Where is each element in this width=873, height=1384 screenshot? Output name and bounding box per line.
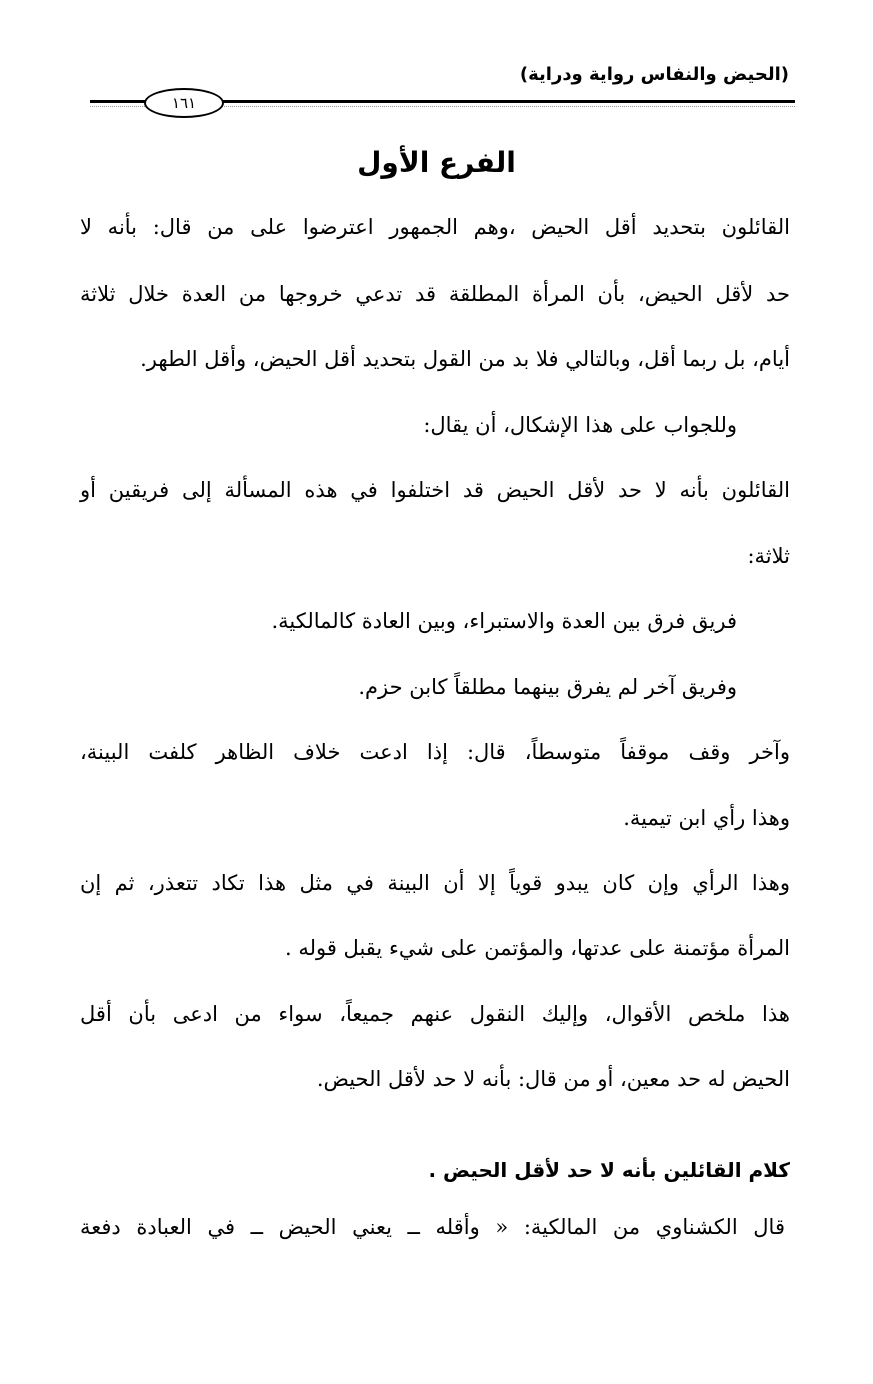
section-title: الفرع الأول <box>357 146 516 179</box>
text-line: أيام، بل ربما أقل، وبالتالي فلا بد من القول بتحديد أقل الحيض، وأقل الطهر. <box>140 347 790 371</box>
text-line: هذا ملخص الأقوال، وإليك النقول عنهم جميعاً، سواء من ادعى بأن أقل <box>80 1002 790 1026</box>
text-line: حد لأقل الحيض، بأن المرأة المطلقة قد تدعي خروجها من العدة خلال ثلاثة <box>80 282 790 306</box>
text-line: وآخر وقف موقفاً متوسطاً، قال: إذا ادعت خلاف الظاهر كلفت البينة، <box>80 740 790 764</box>
page-number: ١٦١ <box>144 88 224 118</box>
text-line: القائلون بتحديد أقل الحيض ،وهم الجمهور اعترضوا على من قال: بأنه لا <box>80 215 790 239</box>
text-line: وهذا رأي ابن تيمية. <box>623 806 790 830</box>
text-line: القائلون بأنه لا حد لأقل الحيض قد اختلفوا في هذه المسألة إلى فريقين أو <box>80 478 790 502</box>
running-title: (الحيض والنفاس رواية ودراية) <box>519 64 789 85</box>
text-line: ثلاثة: <box>747 544 790 568</box>
text-line: فريق فرق بين العدة والاستبراء، وبين العادة كالمالكية. <box>271 609 737 633</box>
text-line: وللجواب على هذا الإشكال، أن يقال: <box>423 413 737 437</box>
text-line: وهذا الرأي وإن كان يبدو قوياً إلا أن البينة في مثل هذا تكاد تتعذر، ثم إن <box>80 871 790 895</box>
page-header <box>80 62 795 122</box>
text-line: وفريق آخر لم يفرق بينهما مطلقاً كابن حزم. <box>358 675 737 699</box>
text-line: قال الكشناوي من المالكية: « وأقله ــ يعني الحيض ــ في العبادة دفعة <box>80 1215 785 1239</box>
subheading: كلام القائلين بأنه لا حد لأقل الحيض . <box>428 1158 790 1182</box>
text-line: المرأة مؤتمنة على عدتها، والمؤتمن على شيء يقبل قوله . <box>284 936 790 960</box>
text-line: الحيض له حد معين، أو من قال: بأنه لا حد لأقل الحيض. <box>316 1067 790 1091</box>
